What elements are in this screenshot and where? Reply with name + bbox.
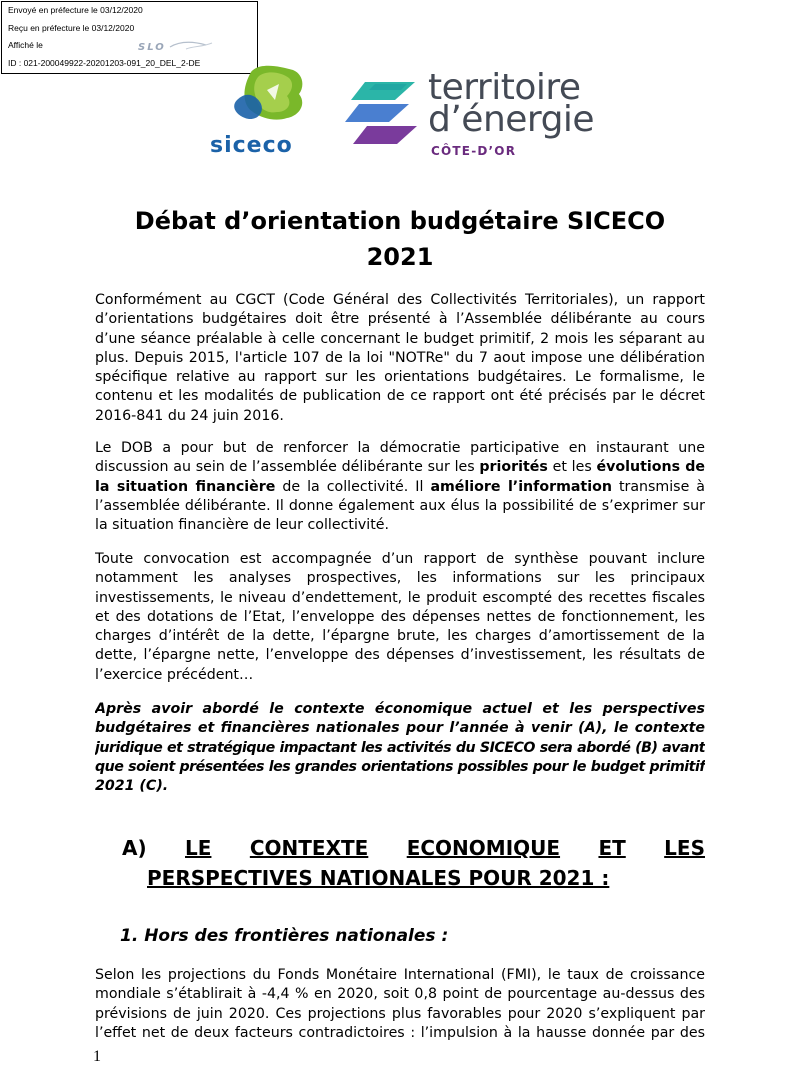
text-line: l’effet net de deux facteurs contradictoires : l’impulsion à la hausse donnée par des (95, 1024, 705, 1041)
bold-run: priorités (479, 459, 548, 476)
svg-text:SLO: SLO (138, 42, 166, 53)
page-number: 1 (93, 1048, 101, 1065)
text-line: Toute convocation est accompagnée d’un rapport de synthèse pouvant inclure (95, 551, 705, 567)
territoire-energie-logo (345, 68, 595, 168)
stamp-id-line: ID : 021-200049922-20201203-091_20_DEL_2-DE (8, 57, 201, 68)
heading-word: CONTEXTE (249, 836, 369, 860)
text-run: et les (547, 459, 597, 476)
heading-a-marker: A) (122, 836, 147, 860)
section-heading-a (122, 833, 705, 893)
bold-run: la situation financière (95, 478, 276, 495)
siceco-logo (207, 60, 337, 156)
text-line: l’assemblée délibérante. Il donne également aux élus la possibilité de s’exprimer sur (95, 497, 705, 514)
text-line: budgétaires et financières nationales pour l’année à venir (A), le contexte (95, 720, 705, 737)
heading-word: ECONOMIQUE (406, 836, 561, 860)
heading-a-line-2-text: PERSPECTIVES NATIONALES POUR 2021 : (147, 866, 610, 890)
text-line: mondiale s’établirait à -4,4 % en 2020, soit 0,8 point de pourcentage au-dessus des (95, 986, 705, 1003)
text-run: discussion au sein de l’assemblée délibérante sur les (95, 459, 480, 476)
page-title (95, 203, 705, 275)
svg-text:siceco: siceco (210, 133, 293, 156)
stamp-received-line: Reçu en préfecture le 03/12/2020 (8, 22, 135, 33)
paragraph-fmi (95, 966, 705, 1043)
text-line: 2021 (C). (95, 778, 169, 795)
text-line: et des dotations de l’Etat, l’enveloppe des dépenses nettes de fonctionnement, les (95, 608, 705, 625)
title-line-1: Débat d’orientation budgétaire SICECO (134, 207, 666, 235)
text-line: notamment les analyses prospectives, les informations sur les principaux (95, 570, 705, 587)
text-line: 2016-841 du 24 juin 2016. (95, 407, 284, 424)
text-line (95, 458, 705, 477)
subheading-1: 1. Hors des frontières nationales : (120, 926, 449, 946)
paragraph-convocation (95, 550, 705, 685)
te-word-energie: d’énergie (428, 99, 595, 140)
text-line: dette, l’épargne nette, l’enveloppe des dépenses d’investissement, les résultats de (95, 647, 705, 664)
text-line: plus. Depuis 2015, l'article 107 de la loi "NOTRe" du 7 aout impose une délibération (95, 349, 705, 366)
text-run: transmise à (611, 478, 705, 495)
text-line: investissements, le niveau d’endettement, le produit escompté des recettes fiscales (95, 589, 705, 606)
title-line-2: 2021 (366, 243, 434, 271)
text-line: d’une séance préalable à celle concernant le budget primitif, 2 mois les séparant au (95, 330, 705, 347)
text-line (95, 478, 705, 497)
text-line: Conformément au CGCT (Code Général des Collectivités Territoriales), un rapport (95, 292, 705, 308)
paragraph-cgct (95, 291, 705, 426)
text-line: Après avoir abordé le contexte économique actuel et les perspectives (95, 701, 705, 717)
te-swirl-icon (345, 72, 425, 162)
heading-a-line-2 (122, 863, 705, 893)
heading-a-line-1 (122, 833, 705, 863)
te-word-territoire: territoire (428, 67, 581, 108)
stamp-posted-label: Affiché le (8, 40, 43, 50)
text-line: spécifique relative au rapport sur les orientations budgétaires. Le formalisme, le (95, 369, 705, 386)
text-line: charges d’intérêt de la dette, l’épargne brute, les charges d’amortissement de la (95, 628, 705, 645)
heading-word: ET (598, 836, 626, 860)
paragraph-dob (95, 439, 705, 535)
text-line: la situation financière de leur collectivité. (95, 517, 390, 534)
text-line: l’exercice précédent… (95, 666, 254, 683)
paragraph-plan (95, 700, 705, 796)
text-line: contenu et les modalités de publication de ce rapport ont été précisés par le décret (95, 388, 705, 405)
stamp-sent-line: Envoyé en préfecture le 03/12/2020 (8, 5, 143, 15)
text-line: prévisions de juin 2020. Ces projections plus favorables pour 2020 s’expliquent par (95, 1005, 705, 1022)
text-line: que soient présentées les grandes orientations possibles pour le budget primitif (95, 758, 705, 775)
heading-word: LE (185, 836, 212, 860)
text-line: Le DOB a pour but de renforcer la démocratie participative en instaurant une (95, 440, 705, 456)
text-run: de la collectivité. Il (275, 478, 431, 495)
text-line: d’orientations budgétaires doit être présenté à l’Assemblée délibérante au cours (95, 311, 705, 328)
heading-word: LES (664, 836, 705, 860)
bold-run: évolutions de (596, 459, 705, 476)
bold-run: améliore l’information (430, 478, 612, 495)
text-line: Selon les projections du Fonds Monétaire International (FMI), le taux de croissance (95, 967, 705, 983)
stamp-posted-line (8, 37, 251, 55)
te-word-cote-dor: CÔTE-D’OR (431, 144, 517, 158)
text-line: juridique et stratégique impactant les activités du SICECO sera abordé (B) avant (95, 739, 705, 756)
